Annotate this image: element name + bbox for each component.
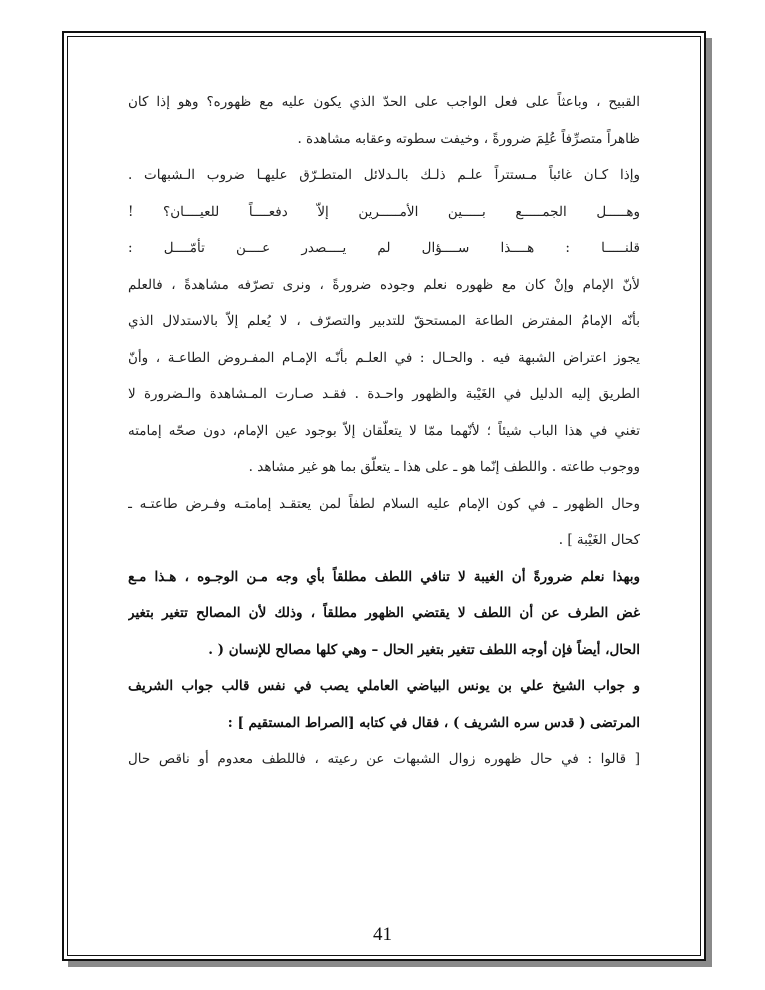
text-line: وإذا كـان غائباً مـستتراً علـم ذلـك بالـدلائل المتطـرّق عليهـا ضروب الـشبهات . [128, 167, 640, 183]
text-line-bold: و جواب الشيخ علي بن يونس البياضي العاملي يصب في نفس قالب جواب الشريف [128, 678, 640, 694]
body-text [128, 84, 640, 778]
text-line: وهـــــل الجمـــــع بـــــين الأمـــــرين إلاّ دفعــــاً للعيــــان؟ ! [128, 203, 640, 220]
text-line: قلنـــــا : هــــذا ســــؤال لم يــــصدر عــــن تأمّــــل : [128, 240, 640, 256]
page-number: 41 [373, 924, 392, 945]
frame-shadow-right [706, 38, 712, 967]
text-line-bold: وبهذا نعلم ضرورةً أن الغيبة لا تنافي اللطف مطلقاً بأي وجه مـن الوجـوه ، هـذا مـع [128, 568, 640, 585]
text-line: كحال الغَيْبة ] . [558, 532, 640, 548]
text-line: يجوز اعتراض الشبهة فيه . والحـال : في العلـم بأنّـه الإمـام المفـروض الطاعـة ، وأنّ [128, 349, 640, 366]
text-line: تغني في هذا الباب شيئاً ؛ لأنّهما ممّا لا يتعلّقان إلاّ بوجود عين الإمام، دون صحّه إمامته [128, 422, 640, 439]
text-line-bold: الحال، أيضاً فإن أوجه اللطف تتغير بتغير الحال – وهي كلها مصالح للإنسان ( . [208, 641, 640, 658]
text-line-bold: غض الطرف عن أن اللطف لا يقتضي الظهور مطلقاً ، وذلك لأن المصالح تتغير بتغير [128, 605, 640, 621]
frame-shadow-bottom [68, 961, 712, 967]
text-line: ظاهراً متصرِّفاً عُلِمَ ضرورةً ، وخيفت سطوته وعقابه مشاهدة . [297, 130, 640, 147]
text-line: وحال الظهور ـ في كون الإمام عليه السلام لطفاً لمن يعتقـد إمامتـه وفـرض طاعتـه ـ [128, 495, 640, 512]
text-line: [ قالوا : في حال ظهوره زوال الشبهات عن رعيته ، فاللطف معدوم أو ناقص حال [128, 751, 640, 767]
text-line: ووجوب طاعته . واللطف إنّما هو ـ على هذا ـ يتعلّق بما هو غير مشاهد . [248, 459, 640, 475]
text-line: الطريق إليه الدليل في الغَيْبة والظهور واحـدة . فقـد صـارت المـشاهدة والـضرورة لا [128, 386, 640, 402]
text-line: بأنّه الإمامُ المفترض الطاعة المستحقّ للتدبير والتصرّف ، لا يُعلم إلاّ بالاستدلال الذي [128, 313, 640, 329]
text-line-bold: المرتضى ( قدس سره الشريف ) ، فقال في كتابه [الصراط المستقيم ] : [227, 714, 640, 731]
text-line: لأنّ الإمام وإنْ كان مع ظهوره نعلم وجوده ضرورةً ، ونرى تصرّفه مشاهدةً ، فالعلم [128, 276, 640, 293]
text-line: القبيح ، وباعثاً على فعل الواجب على الحدّ الذي يكون عليه مع ظهوره؟ وهو إذا كان [128, 94, 640, 110]
